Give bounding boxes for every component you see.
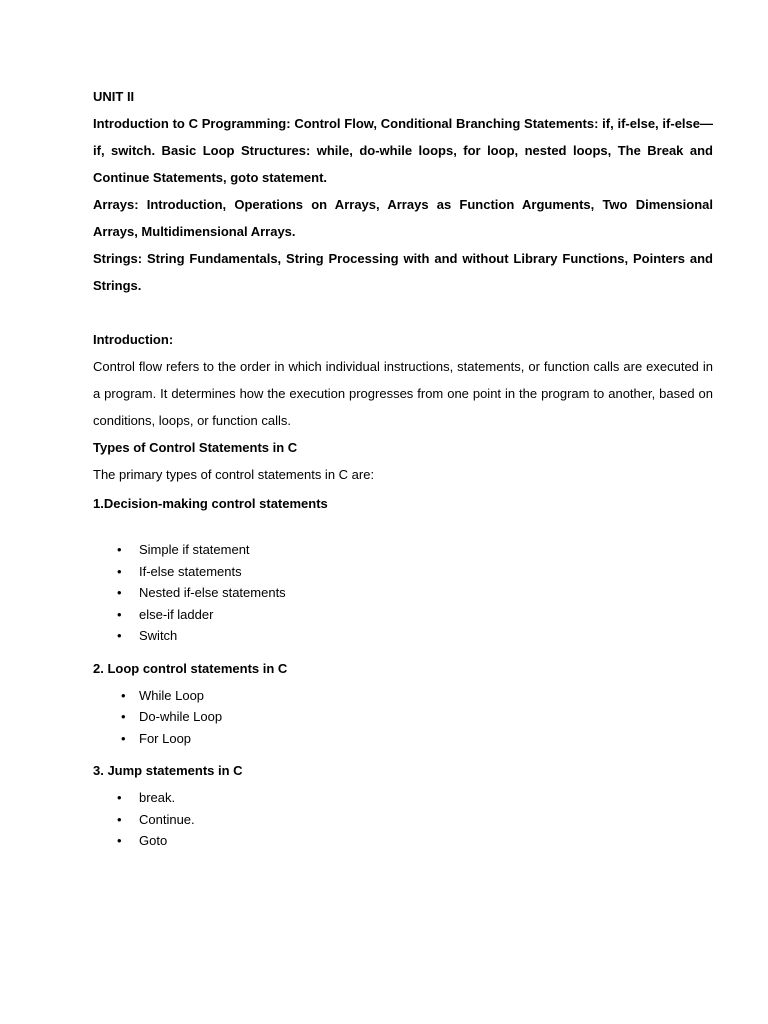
bullet-icon: • <box>121 730 126 746</box>
blank-line <box>93 647 713 655</box>
list-item <box>93 685 713 707</box>
list-item <box>93 582 713 604</box>
list-item-label: For Loop <box>139 730 192 746</box>
jump-statements-list <box>93 787 713 852</box>
section-heading: 3. Jump statements in C <box>93 763 243 778</box>
section-heading: 2. Loop control statements in C <box>93 660 288 676</box>
syllabus-paragraph: Strings: String Fundamentals, String Processing with and without Library Functions, Pointers and Strings. <box>93 251 713 293</box>
list-item <box>93 625 713 647</box>
list-item <box>93 604 713 626</box>
types-intro: The primary types of control statements in C are: <box>93 467 375 482</box>
bullet-icon: • <box>121 687 126 703</box>
syllabus-paragraph: Arrays: Introduction, Operations on Arrays, Arrays as Function Arguments, Two Dimensional Arrays, Multidimensional Arrays. <box>93 197 713 239</box>
blank-line <box>93 517 713 539</box>
blank-line <box>93 299 713 326</box>
syllabus-paragraph: Introduction to C Programming: Control Flow, Conditional Branching Statements: if, if-else, if-else—if, switch. Basic Loop Structures: while, do-while loops, for loop, nested loops, The Break and Continue Statements, goto statement. <box>93 116 713 185</box>
list-item <box>93 706 713 728</box>
list-item-label: else-if ladder <box>139 606 214 622</box>
bullet-icon: • <box>121 709 126 724</box>
list-item-label: Nested if-else statements <box>139 585 286 600</box>
list-item-label: Simple if statement <box>139 542 250 557</box>
types-heading: Types of Control Statements in C <box>93 440 298 455</box>
list-item <box>93 809 713 831</box>
loop-statements-list <box>93 685 713 750</box>
bullet-icon: • <box>117 542 122 557</box>
bullet-icon: • <box>117 585 122 600</box>
list-item-label: If-else statements <box>139 563 242 579</box>
blank-line <box>93 749 713 757</box>
document-page <box>93 0 713 1024</box>
bullet-icon: • <box>117 563 122 579</box>
bullet-icon: • <box>117 628 122 643</box>
list-item-label: Goto <box>139 833 168 848</box>
bullet-icon: • <box>117 811 122 827</box>
list-item-label: Switch <box>139 628 178 643</box>
section-heading: 1.Decision-making control statements <box>93 496 328 511</box>
intro-text: Control flow refers to the order in which individual instructions, statements, or function calls are executed in a program. It determines how the execution progresses from one point in the program to another, based on conditions, loops, or function calls. <box>93 359 713 428</box>
list-item-label: Continue. <box>139 811 195 827</box>
bullet-icon: • <box>117 833 122 848</box>
list-item-label: Do-while Loop <box>139 709 223 724</box>
list-item <box>93 830 713 852</box>
bullet-icon: • <box>117 606 122 622</box>
bullet-icon: • <box>117 790 122 805</box>
unit-title: UNIT II <box>93 89 135 104</box>
list-item <box>93 728 713 750</box>
list-item <box>93 787 713 809</box>
list-item <box>93 561 713 583</box>
list-item <box>93 539 713 561</box>
list-item-label: break. <box>139 790 176 805</box>
decision-statements-list <box>93 539 713 647</box>
list-item-label: While Loop <box>139 687 205 703</box>
intro-heading: Introduction: <box>93 332 174 347</box>
